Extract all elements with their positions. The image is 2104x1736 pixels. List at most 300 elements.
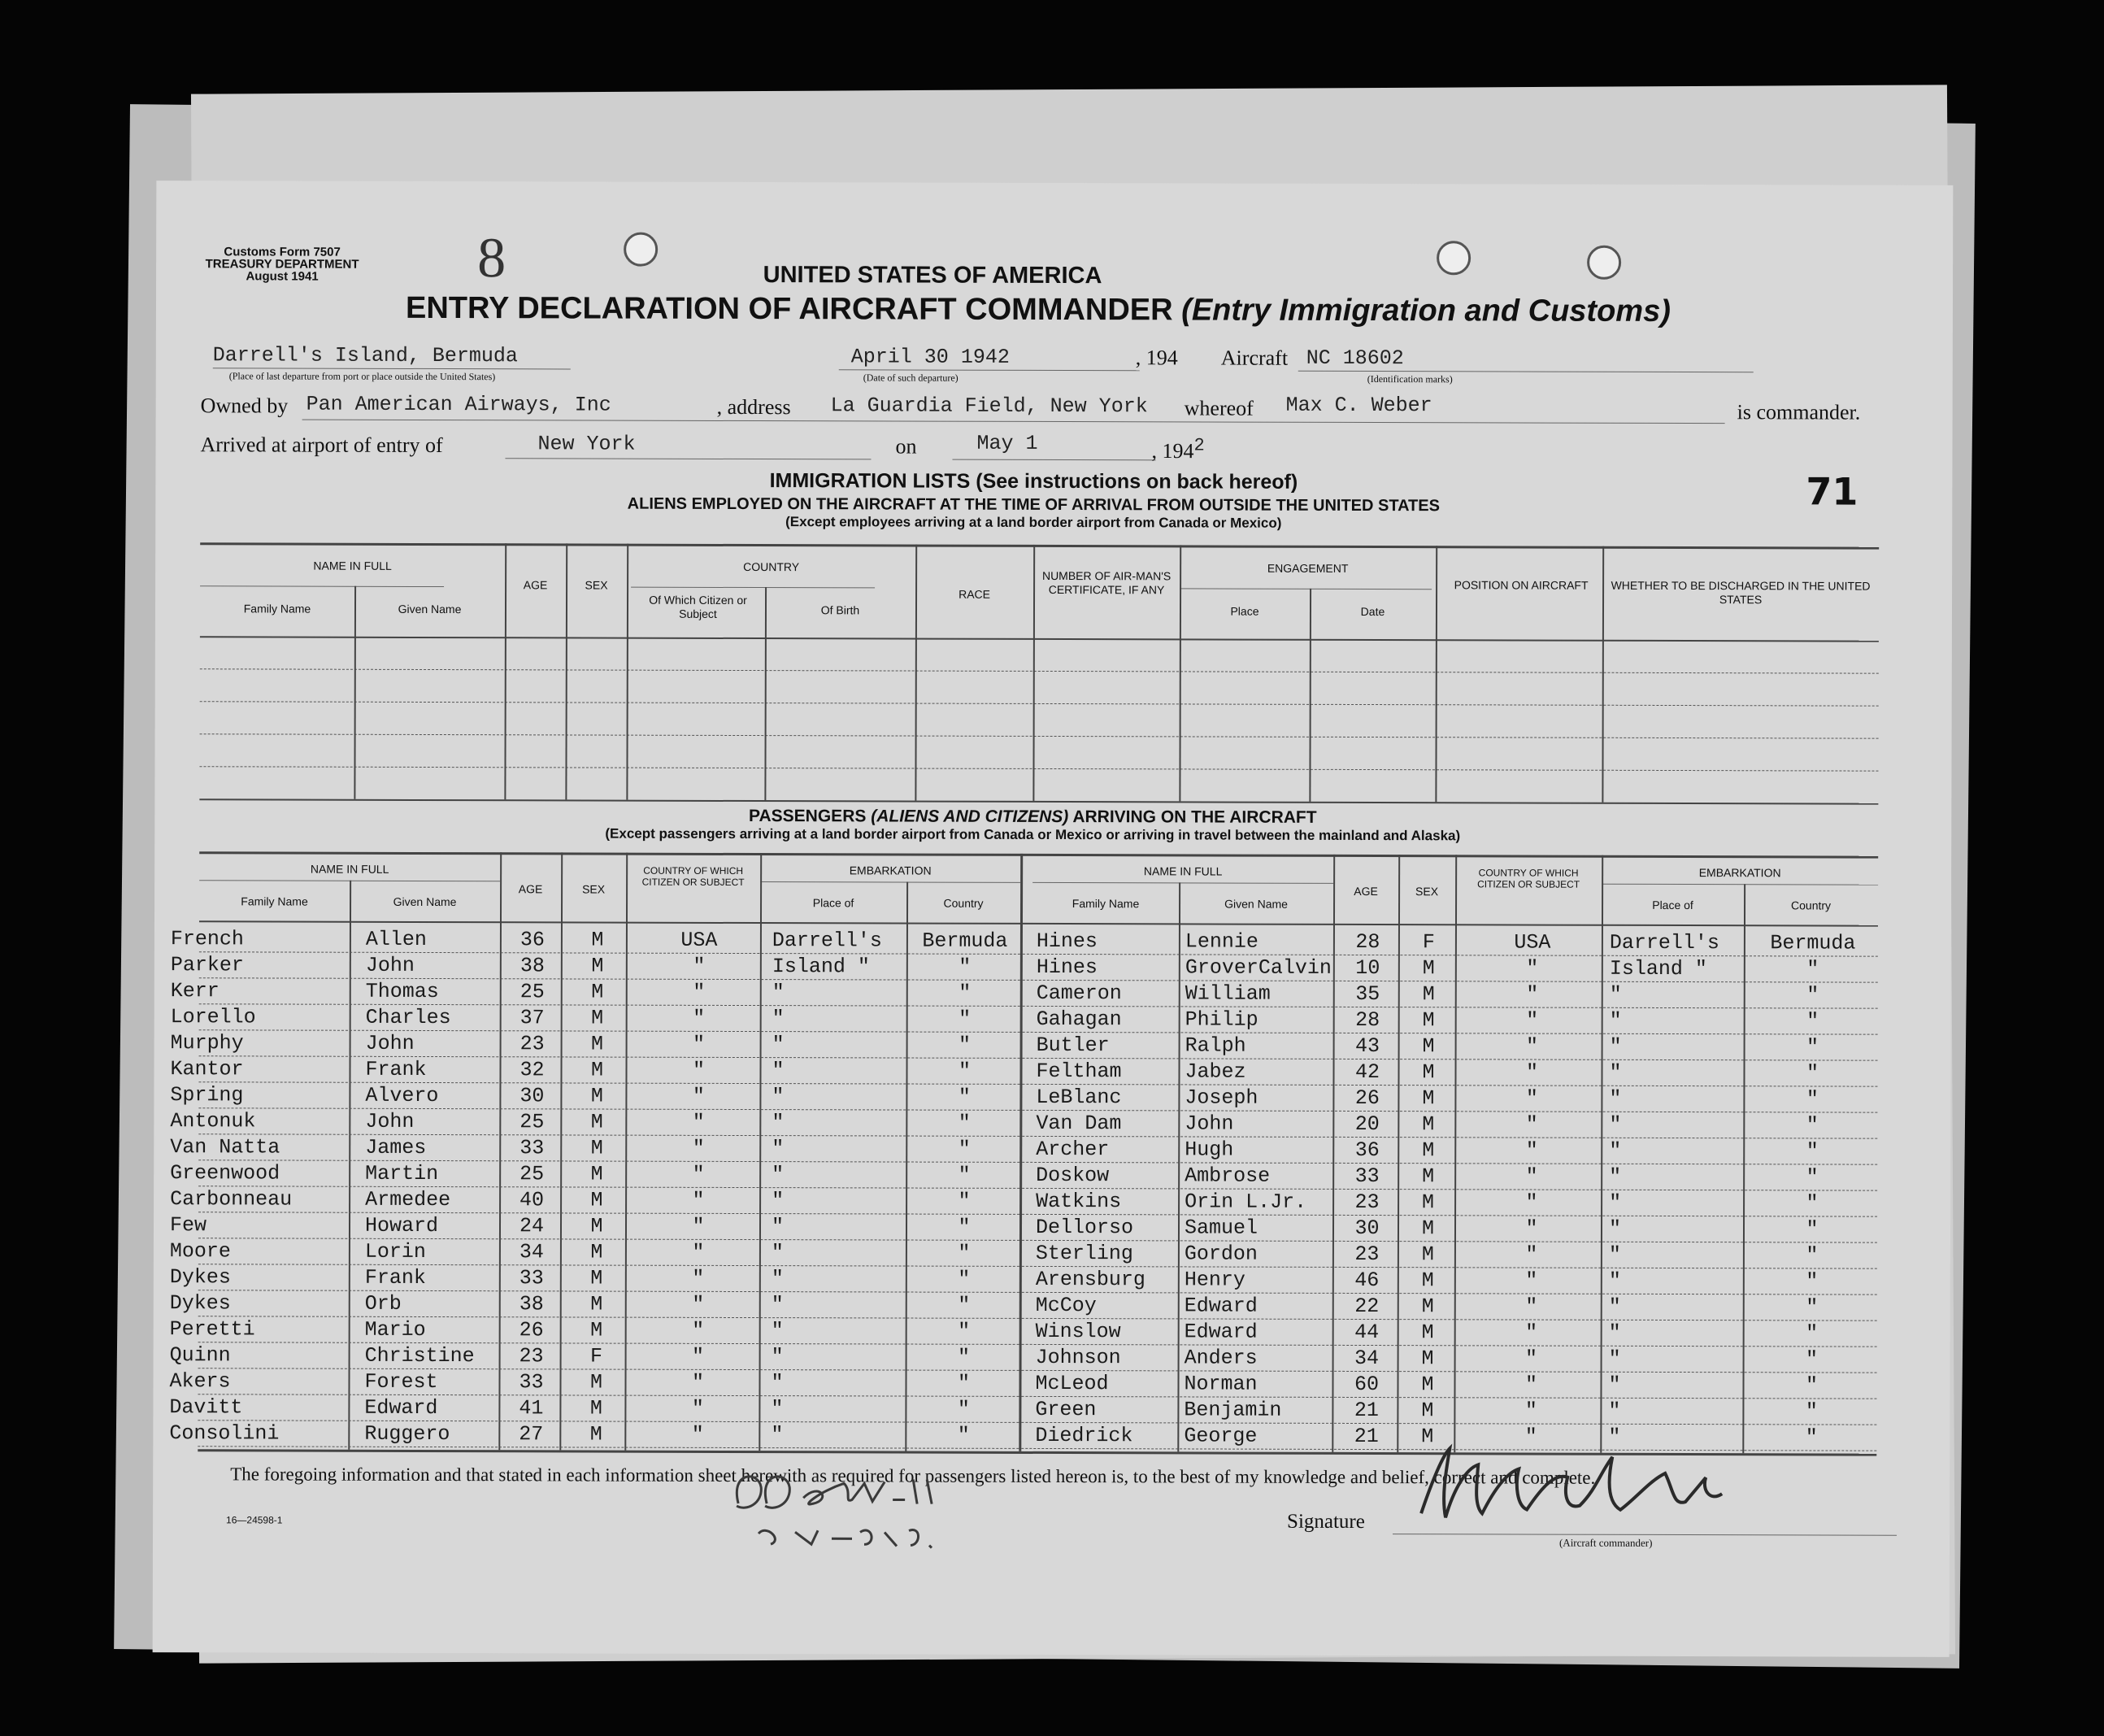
passenger-place: " bbox=[1608, 1373, 1621, 1397]
passenger-citizen: " bbox=[692, 1344, 705, 1368]
passenger-country: " bbox=[958, 1189, 971, 1213]
departure-date: April 30 1942 bbox=[850, 345, 1010, 369]
passenger-citizen: " bbox=[692, 1136, 705, 1160]
handwritten-initials bbox=[722, 1467, 998, 1557]
passenger-country: " bbox=[1806, 1269, 1819, 1294]
passengers-title-end: ARRIVING ON THE AIRCRAFT bbox=[1072, 807, 1317, 827]
passenger-citizen: " bbox=[1526, 1008, 1539, 1033]
passenger-age: 23 bbox=[1354, 1190, 1380, 1215]
table-rule bbox=[1435, 546, 1437, 802]
passenger-family: Feltham bbox=[1036, 1059, 1122, 1084]
immigration-heading bbox=[155, 468, 1911, 496]
passenger-citizen: " bbox=[1525, 1294, 1538, 1319]
signature-caption: (Aircraft commander) bbox=[1558, 1536, 1653, 1549]
passenger-place: " bbox=[1609, 1164, 1622, 1189]
passenger-age: 25 bbox=[519, 980, 545, 1004]
col-birth: Of Birth bbox=[820, 603, 860, 617]
year-prefix: , 194 bbox=[1151, 438, 1194, 463]
passenger-country: " bbox=[959, 1007, 972, 1031]
passenger-place: " bbox=[1609, 1112, 1622, 1137]
col-race: RACE bbox=[959, 587, 991, 601]
col-sex: SEX bbox=[585, 578, 608, 592]
passenger-given: Norman bbox=[1184, 1372, 1258, 1396]
commander: Max C. Weber bbox=[1285, 393, 1432, 418]
passenger-age: 34 bbox=[519, 1240, 544, 1264]
aircraft-caption: (Identification marks) bbox=[1367, 373, 1453, 385]
passenger-age: 36 bbox=[519, 928, 545, 952]
passenger-country: " bbox=[958, 1267, 971, 1291]
departure-date-caption: (Date of such departure) bbox=[863, 372, 959, 384]
passenger-given: Orb bbox=[364, 1291, 402, 1316]
passenger-country: Bermuda bbox=[922, 929, 1008, 953]
passenger-sex: M bbox=[589, 1396, 602, 1421]
passenger-citizen: " bbox=[1524, 1399, 1537, 1423]
table-rule bbox=[199, 798, 1878, 804]
passenger-given: John bbox=[365, 1109, 415, 1133]
passenger-sex: M bbox=[590, 1110, 603, 1134]
table-rule bbox=[199, 851, 1878, 858]
col-family-name: Family Name bbox=[241, 894, 308, 908]
aircraft-label: Aircraft bbox=[1220, 346, 1289, 370]
aliens-title: ALIENS EMPLOYED ON THE AIRCRAFT AT THE TIME OF ARRIVAL FROM OUTSIDE THE UNITED STATES bbox=[627, 494, 1440, 516]
col-discharged: WHETHER TO BE DISCHARGED IN THE UNITED STATES bbox=[1611, 578, 1871, 607]
passenger-family: Johnson bbox=[1035, 1345, 1121, 1370]
passenger-given: George bbox=[1184, 1424, 1258, 1448]
table-rule bbox=[1602, 546, 1604, 803]
passenger-place: " bbox=[771, 1241, 784, 1265]
passenger-age: 33 bbox=[519, 1266, 544, 1290]
passenger-given: Lorin bbox=[364, 1239, 426, 1264]
passenger-place: " bbox=[1608, 1294, 1621, 1319]
passenger-country: " bbox=[958, 1345, 971, 1369]
passenger-age: 27 bbox=[519, 1422, 544, 1447]
passenger-given: James bbox=[365, 1135, 427, 1160]
passenger-family: Diedrick bbox=[1035, 1423, 1133, 1448]
passenger-given: Ralph bbox=[1185, 1033, 1246, 1058]
passenger-family: Greenwood bbox=[170, 1161, 280, 1186]
passenger-country: " bbox=[958, 1163, 971, 1187]
passenger-sex: M bbox=[1421, 1320, 1434, 1345]
passenger-country: " bbox=[1806, 957, 1819, 981]
passenger-age: 25 bbox=[519, 1162, 545, 1186]
passenger-country: " bbox=[1806, 1243, 1819, 1268]
passenger-given: Anders bbox=[1184, 1346, 1258, 1370]
passenger-sex: M bbox=[590, 1188, 603, 1212]
table-rule bbox=[624, 853, 628, 1451]
passenger-citizen: " bbox=[1525, 1347, 1538, 1371]
year-digit: 2 bbox=[1193, 435, 1205, 456]
title-main: ENTRY DECLARATION OF AIRCRAFT COMMANDER bbox=[405, 290, 1173, 328]
passenger-place: " bbox=[772, 1189, 785, 1213]
table-rule bbox=[1602, 884, 1878, 885]
table-rule bbox=[200, 542, 1879, 549]
passenger-country: " bbox=[1806, 1165, 1819, 1190]
passenger-citizen: " bbox=[1525, 1242, 1538, 1267]
passenger-citizen: " bbox=[1526, 956, 1539, 981]
rule bbox=[505, 458, 871, 459]
passenger-country: " bbox=[959, 955, 972, 979]
col-place: Place bbox=[1230, 604, 1259, 618]
passenger-given: Christine bbox=[364, 1343, 475, 1368]
passenger-citizen: " bbox=[691, 1370, 705, 1394]
passenger-family: Winslow bbox=[1035, 1319, 1121, 1344]
passenger-citizen: " bbox=[692, 1318, 705, 1342]
immigration-title: IMMIGRATION LISTS bbox=[769, 469, 971, 493]
rule bbox=[952, 459, 1155, 461]
passenger-citizen: " bbox=[693, 1032, 706, 1056]
passenger-given: Gordon bbox=[1184, 1242, 1258, 1266]
col-citizen-right: COUNTRY OF WHICH CITIZEN OR SUBJECT bbox=[1477, 867, 1580, 890]
passenger-place: " bbox=[1609, 982, 1622, 1007]
passenger-family: Murphy bbox=[170, 1031, 244, 1055]
table-rule bbox=[760, 881, 1020, 883]
table-rule bbox=[1032, 882, 1333, 884]
passenger-country: " bbox=[1806, 1087, 1819, 1112]
passenger-age: 38 bbox=[519, 1292, 544, 1316]
passenger-country: " bbox=[957, 1371, 971, 1395]
passenger-citizen: " bbox=[1526, 982, 1539, 1007]
passenger-age: 26 bbox=[519, 1318, 544, 1342]
passenger-citizen: " bbox=[692, 1240, 705, 1264]
passenger-country: " bbox=[1806, 1009, 1819, 1033]
passenger-given: Lennie bbox=[1185, 929, 1258, 954]
passenger-country: " bbox=[958, 1319, 971, 1343]
passenger-sex: M bbox=[1421, 1373, 1434, 1397]
passenger-family: Cameron bbox=[1036, 981, 1122, 1006]
table-rule bbox=[200, 701, 1879, 706]
passenger-country: " bbox=[957, 1397, 970, 1421]
table-rule bbox=[905, 882, 908, 1451]
passenger-given: John bbox=[365, 1031, 415, 1055]
passengers-title-start: PASSENGERS bbox=[749, 807, 867, 826]
passenger-given: Forest bbox=[364, 1369, 438, 1394]
passenger-citizen: USA bbox=[1514, 930, 1551, 955]
passenger-age: 40 bbox=[519, 1188, 545, 1212]
col-age: AGE bbox=[523, 578, 548, 592]
passenger-age: 28 bbox=[1355, 929, 1380, 955]
address-label: , address bbox=[716, 394, 791, 420]
col-place-of: Place of bbox=[812, 896, 854, 910]
passenger-family: Consolini bbox=[169, 1421, 280, 1446]
passenger-country: " bbox=[958, 1215, 971, 1239]
passenger-citizen: " bbox=[1526, 1034, 1539, 1059]
passenger-age: 23 bbox=[1354, 1242, 1380, 1267]
passenger-sex: M bbox=[589, 1370, 603, 1394]
passenger-given: Samuel bbox=[1184, 1216, 1258, 1240]
passenger-family: Kerr bbox=[170, 979, 220, 1003]
passenger-family: McCoy bbox=[1035, 1293, 1097, 1318]
passenger-citizen: " bbox=[692, 1058, 706, 1082]
whereof-label: whereof bbox=[1184, 396, 1254, 420]
table-rule bbox=[1180, 588, 1432, 590]
passenger-citizen: " bbox=[1525, 1060, 1539, 1085]
passenger-place: " bbox=[772, 1163, 785, 1187]
table-rule bbox=[1179, 545, 1181, 801]
passenger-country: " bbox=[1806, 1139, 1819, 1164]
passenger-place: " bbox=[771, 1397, 784, 1421]
passenger-age: 25 bbox=[519, 1110, 545, 1134]
passenger-family: Watkins bbox=[1036, 1189, 1122, 1214]
passenger-citizen: " bbox=[693, 980, 706, 1004]
passenger-given: Charles bbox=[365, 1005, 451, 1030]
passenger-citizen: " bbox=[1524, 1425, 1537, 1449]
passenger-age: 34 bbox=[1354, 1346, 1380, 1371]
passenger-sex: M bbox=[590, 1136, 603, 1160]
passenger-given: Alvero bbox=[365, 1083, 439, 1108]
passenger-family: LeBlanc bbox=[1036, 1085, 1122, 1110]
passenger-sex: F bbox=[590, 1344, 603, 1368]
col-country: COUNTRY bbox=[743, 560, 800, 574]
passenger-family: Carbonneau bbox=[170, 1187, 293, 1212]
passenger-age: 30 bbox=[519, 1084, 545, 1108]
declaration-form bbox=[153, 181, 1954, 1657]
passenger-family: Akers bbox=[169, 1369, 231, 1394]
col-given-name: Given Name bbox=[393, 894, 457, 909]
table-rule bbox=[199, 766, 1878, 771]
passenger-given: John bbox=[1185, 1112, 1234, 1136]
passenger-sex: M bbox=[1422, 982, 1435, 1007]
passenger-place: " bbox=[1608, 1216, 1622, 1241]
form-date: August 1941 bbox=[246, 269, 319, 284]
col-name-in-full-right: NAME IN FULL bbox=[1143, 864, 1223, 878]
passenger-family: Green bbox=[1035, 1397, 1097, 1422]
passenger-citizen: " bbox=[691, 1422, 704, 1447]
passenger-family: Dykes bbox=[169, 1291, 231, 1316]
passenger-sex: M bbox=[1421, 1347, 1434, 1371]
passenger-age: 41 bbox=[519, 1396, 544, 1421]
passenger-family: McLeod bbox=[1035, 1371, 1109, 1396]
passenger-given: Edward bbox=[1184, 1294, 1258, 1318]
passenger-age: 26 bbox=[1354, 1086, 1380, 1111]
passenger-family: Parker bbox=[170, 953, 244, 977]
passenger-country: " bbox=[958, 1241, 971, 1265]
passenger-age: 32 bbox=[519, 1058, 545, 1082]
passenger-place: " bbox=[771, 1215, 785, 1239]
passenger-family: Hines bbox=[1036, 929, 1098, 954]
passenger-citizen: " bbox=[1525, 1138, 1538, 1163]
passenger-place: " bbox=[771, 1345, 784, 1369]
handwritten-mark: 8 bbox=[477, 227, 506, 290]
passenger-family: Butler bbox=[1036, 1033, 1110, 1058]
form-number: Customs Form 7507 bbox=[224, 245, 341, 259]
passenger-country: " bbox=[1806, 1061, 1819, 1086]
col-embarkation-right: EMBARKATION bbox=[1698, 866, 1781, 880]
passenger-family: Gahagan bbox=[1036, 1007, 1122, 1032]
passenger-sex: M bbox=[590, 1292, 603, 1316]
table-rule bbox=[200, 733, 1879, 738]
passenger-place: Darrell's bbox=[772, 929, 882, 953]
commander-signature bbox=[1405, 1440, 1893, 1539]
passenger-citizen: " bbox=[692, 1266, 705, 1290]
passenger-age: 33 bbox=[1354, 1164, 1380, 1189]
col-name-in-full: NAME IN FULL bbox=[313, 559, 392, 572]
year-label: , 194 bbox=[1135, 346, 1178, 370]
passenger-age: 10 bbox=[1355, 955, 1380, 981]
passenger-citizen: " bbox=[692, 1162, 705, 1186]
arrived-airport: New York bbox=[537, 432, 636, 456]
col-name-in-full: NAME IN FULL bbox=[310, 862, 389, 876]
passenger-country: " bbox=[959, 981, 972, 1005]
certification-statement: The foregoing information and that stated in each information sheet herewith as required for passengers listed hereon is, to the best of my knowledge and belief, correct and complete. bbox=[230, 1464, 1596, 1488]
print-code: 16—24598-1 bbox=[226, 1514, 283, 1526]
rule bbox=[213, 368, 571, 369]
passenger-sex: M bbox=[1421, 1425, 1434, 1449]
passenger-given: Orin L.Jr. bbox=[1185, 1190, 1307, 1214]
passenger-country: " bbox=[1805, 1399, 1818, 1424]
passenger-given: William bbox=[1185, 981, 1271, 1006]
passenger-sex: M bbox=[591, 1006, 604, 1030]
departure-caption: (Place of last departure from port or place outside the United States) bbox=[228, 370, 496, 383]
corner-mark: 71 bbox=[1806, 469, 1858, 514]
passenger-sex: M bbox=[590, 1318, 603, 1342]
passenger-age: 33 bbox=[519, 1136, 545, 1160]
passenger-country: " bbox=[1806, 1347, 1819, 1372]
arrived-date: May 1 bbox=[976, 431, 1038, 455]
table-rule bbox=[200, 668, 1879, 673]
passenger-sex: M bbox=[1422, 1112, 1435, 1137]
passenger-given: Edward bbox=[1184, 1320, 1258, 1344]
passengers-title-italic: (ALIENS AND CITIZENS) bbox=[871, 807, 1069, 827]
passenger-citizen: " bbox=[1525, 1216, 1538, 1241]
departure-place: Darrell's Island, Bermuda bbox=[212, 343, 518, 368]
passenger-place: " bbox=[1608, 1425, 1621, 1449]
passenger-citizen: " bbox=[1525, 1164, 1538, 1189]
table-rule bbox=[559, 852, 563, 1450]
country-title: UNITED STATES OF AMERICA bbox=[763, 262, 1102, 289]
col-sex: SEX bbox=[582, 882, 606, 896]
passenger-age: 20 bbox=[1354, 1112, 1380, 1137]
passenger-given: John bbox=[365, 953, 415, 977]
passenger-age: 60 bbox=[1354, 1372, 1380, 1397]
passenger-place: " bbox=[1608, 1320, 1621, 1345]
passenger-place: " bbox=[1609, 1008, 1622, 1033]
passenger-sex: M bbox=[1421, 1268, 1434, 1293]
passenger-sex: M bbox=[1421, 1399, 1434, 1423]
address: La Guardia Field, New York bbox=[830, 394, 1148, 419]
passenger-family: Peretti bbox=[169, 1317, 255, 1342]
passenger-sex: M bbox=[1422, 1034, 1435, 1059]
on-label: on bbox=[895, 434, 917, 459]
passenger-citizen: " bbox=[1525, 1320, 1538, 1345]
col-family-name-right: Family Name bbox=[1072, 897, 1140, 911]
passenger-sex: M bbox=[590, 1058, 604, 1082]
passenger-citizen: " bbox=[692, 1214, 705, 1238]
passenger-given: Henry bbox=[1184, 1268, 1245, 1292]
col-embarkation: EMBARKATION bbox=[849, 864, 932, 877]
passenger-country: " bbox=[1806, 1321, 1819, 1346]
table-rule bbox=[348, 881, 351, 1450]
passenger-place: " bbox=[1608, 1242, 1621, 1267]
passenger-place: " bbox=[772, 1059, 785, 1083]
passengers-note: (Except passengers arriving at a land border airport from Canada or Mexico or arriving in travel between the mainland and Alaska) bbox=[605, 825, 1461, 844]
passenger-country: " bbox=[957, 1423, 970, 1447]
passenger-country: " bbox=[959, 1033, 972, 1057]
passenger-place: " bbox=[772, 1007, 785, 1031]
passenger-sex: M bbox=[1421, 1242, 1434, 1267]
passenger-family: Few bbox=[169, 1213, 207, 1238]
passenger-sex: M bbox=[590, 1162, 603, 1186]
passenger-family: Spring bbox=[170, 1083, 244, 1107]
page-title bbox=[156, 290, 1920, 330]
passenger-place: " bbox=[1609, 1190, 1622, 1215]
arrived-year-label bbox=[1151, 435, 1204, 463]
passenger-given: Hugh bbox=[1185, 1138, 1234, 1162]
passenger-sex: M bbox=[591, 928, 604, 952]
aliens-note: (Except employees arriving at a land border airport from Canada or Mexico) bbox=[785, 514, 1282, 531]
rule bbox=[839, 369, 1140, 371]
col-date: Date bbox=[1360, 604, 1385, 619]
passenger-family: French bbox=[170, 927, 244, 951]
passenger-age: 38 bbox=[519, 954, 545, 978]
passenger-place: " bbox=[1609, 1086, 1622, 1111]
col-engagement: ENGAGEMENT bbox=[1267, 561, 1349, 575]
passenger-age: 22 bbox=[1354, 1294, 1380, 1319]
passenger-age: 36 bbox=[1354, 1138, 1380, 1163]
title-paren: (Entry Immigration and Customs) bbox=[1181, 293, 1671, 328]
col-sex-right: SEX bbox=[1415, 885, 1439, 898]
passenger-sex: M bbox=[1422, 956, 1435, 981]
passenger-place: " bbox=[772, 1111, 785, 1135]
table-rule bbox=[200, 636, 1879, 642]
passenger-country: " bbox=[958, 1059, 972, 1083]
passenger-sex: M bbox=[590, 1266, 603, 1290]
rule bbox=[1298, 371, 1754, 372]
passenger-sex: M bbox=[590, 1084, 603, 1108]
passenger-place: " bbox=[771, 1371, 784, 1395]
passenger-given: Edward bbox=[364, 1395, 438, 1421]
passenger-family: Archer bbox=[1036, 1137, 1110, 1162]
passenger-country: " bbox=[1806, 1113, 1819, 1138]
table-rule bbox=[1454, 855, 1457, 1452]
passenger-citizen: " bbox=[1525, 1190, 1538, 1215]
passenger-place: " bbox=[1609, 1138, 1622, 1163]
passenger-place: " bbox=[1608, 1268, 1621, 1293]
passenger-country: " bbox=[1806, 1217, 1819, 1242]
passenger-place: Island " bbox=[1609, 956, 1707, 981]
table-rule bbox=[1332, 855, 1335, 1452]
col-given-name-right: Given Name bbox=[1224, 897, 1288, 911]
col-certificate: NUMBER OF AIR-MAN'S CERTIFICATE, IF ANY bbox=[1041, 568, 1172, 597]
passenger-age: 44 bbox=[1354, 1320, 1380, 1345]
passenger-age: 30 bbox=[1354, 1216, 1380, 1241]
passenger-citizen: " bbox=[1525, 1268, 1538, 1293]
passenger-country: " bbox=[958, 1085, 971, 1109]
passenger-citizen: " bbox=[1525, 1086, 1538, 1111]
passenger-family: Dellorso bbox=[1035, 1215, 1134, 1240]
passenger-place: " bbox=[772, 1137, 785, 1161]
passenger-sex: M bbox=[591, 1032, 604, 1056]
passenger-age: 23 bbox=[519, 1344, 544, 1368]
passenger-sex: M bbox=[1422, 1164, 1435, 1189]
passenger-country: " bbox=[1806, 1035, 1819, 1059]
passenger-family: Antonuk bbox=[170, 1109, 256, 1133]
passenger-age: 21 bbox=[1354, 1424, 1379, 1449]
passenger-given: Benjamin bbox=[1184, 1398, 1282, 1422]
table-rule bbox=[915, 545, 917, 801]
passenger-given: Frank bbox=[365, 1057, 427, 1081]
passenger-country: " bbox=[1805, 1373, 1819, 1398]
col-position: POSITION ON AIRCRAFT bbox=[1454, 578, 1589, 592]
commander-suffix: is commander. bbox=[1737, 400, 1861, 424]
col-citizen: Of Which Citizen or Subject bbox=[649, 593, 747, 620]
passenger-country: Bermuda bbox=[1770, 931, 1856, 955]
owner: Pan American Airways, Inc bbox=[306, 392, 611, 417]
passenger-place: " bbox=[1608, 1347, 1621, 1371]
col-citizen: COUNTRY OF WHICH CITIZEN OR SUBJECT bbox=[641, 864, 745, 889]
passenger-country: " bbox=[1806, 1191, 1819, 1216]
passenger-family: Quinn bbox=[169, 1343, 231, 1368]
passenger-citizen: " bbox=[693, 954, 706, 978]
